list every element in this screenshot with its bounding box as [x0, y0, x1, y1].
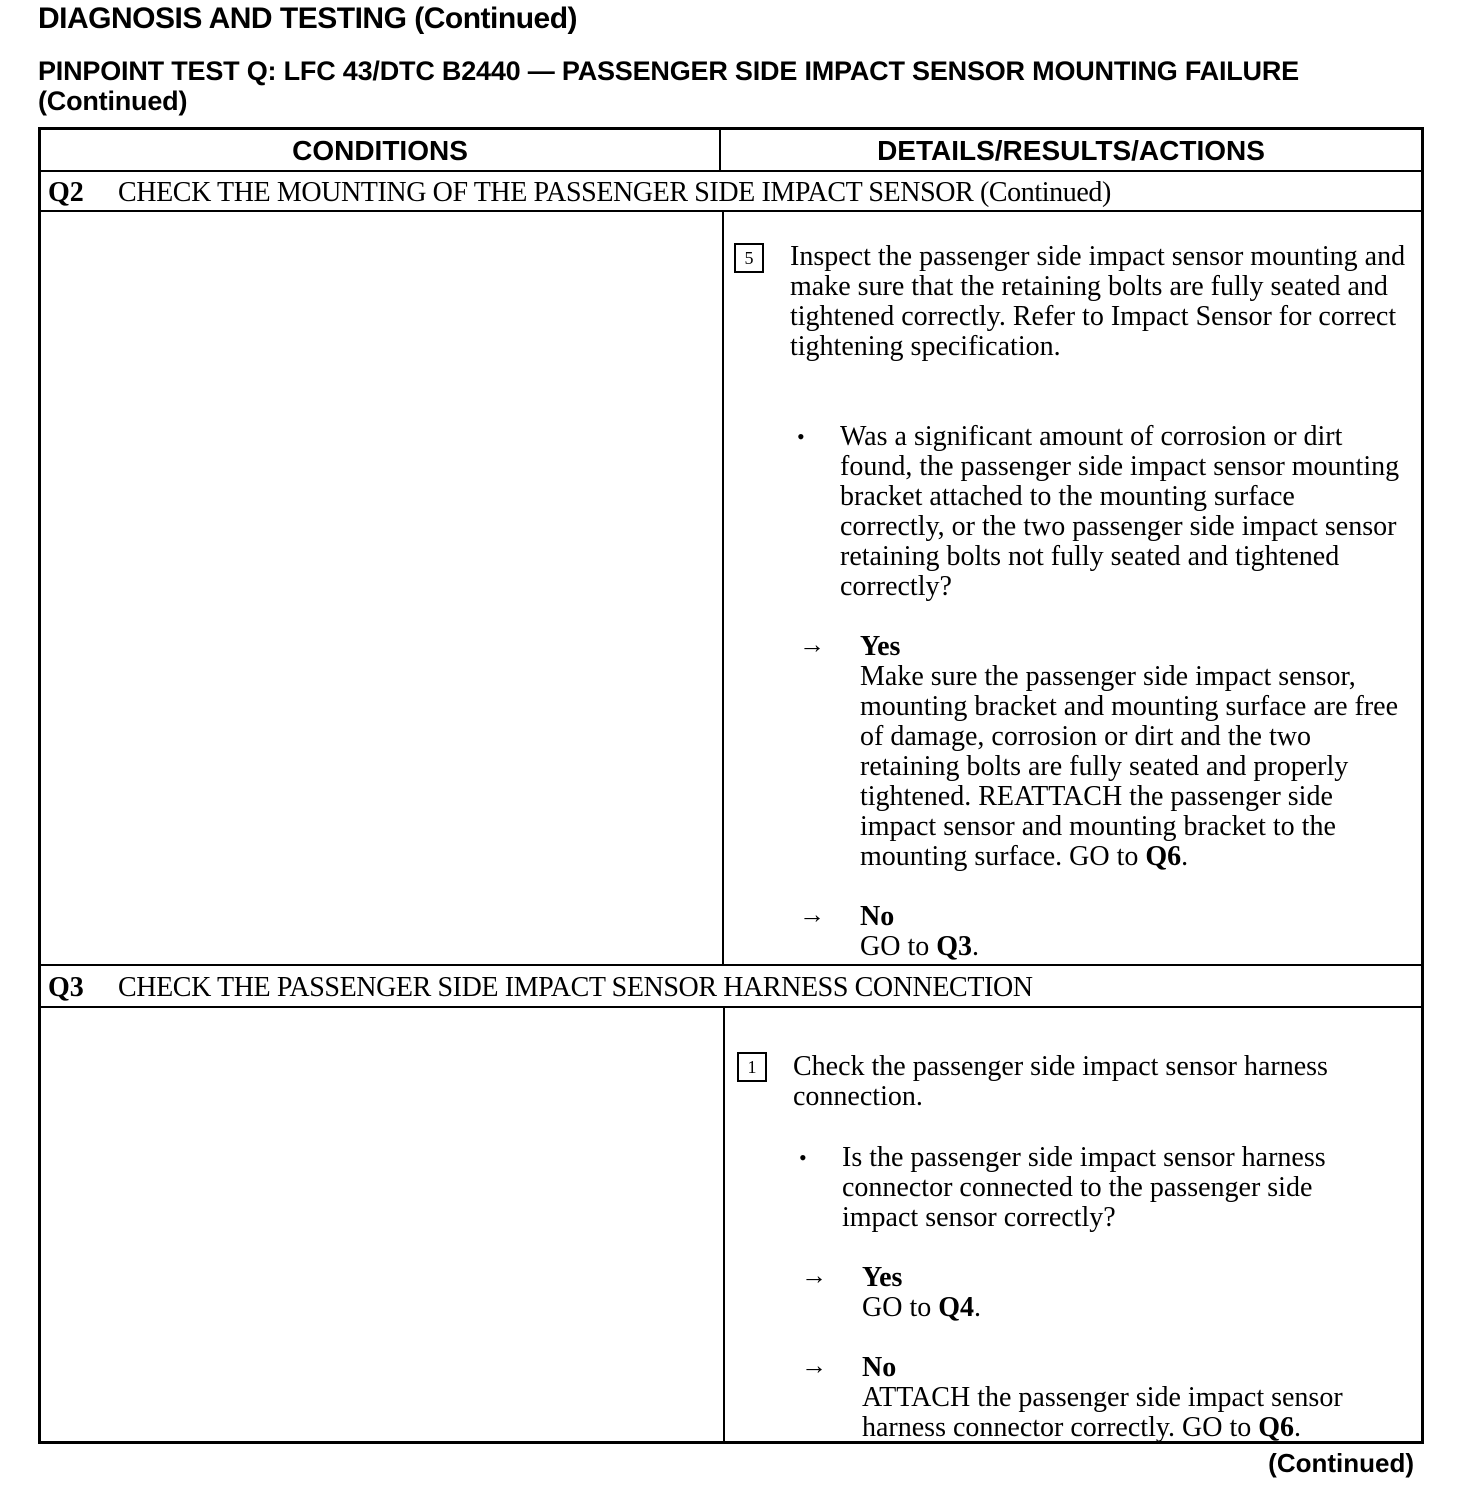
question-text: Is the passenger side impact sensor harness connector connected to the passenger side impact sensor correctly?: [842, 1142, 1326, 1233]
bullet-icon: •: [799, 1145, 807, 1170]
yes-action: GO to Q4.: [862, 1292, 982, 1323]
yes-label: Yes: [860, 631, 901, 662]
q3-row-divider: [41, 964, 1421, 966]
arrow-right-icon: →: [801, 1351, 827, 1380]
question-text: Was a significant amount of corrosion or dirt found, the passenger side impact sensor mounting bracket attached to the mounting surface correctly, or the two passenger side impact sensor retaining bolts not fully seated and tightened correctly?: [840, 421, 1400, 602]
step-number-box: 5: [734, 243, 764, 273]
no-action-ref: Q6: [1258, 1412, 1295, 1443]
yes-action-ref: Q4: [938, 1292, 975, 1323]
instruction-text: Inspect the passenger side impact sensor mounting and make sure that the retaining bolts are fully seated and tightened correctly. Refer to Impact Sensor for correct tightening specification.: [790, 241, 1406, 362]
pinpoint-test-title: PINPOINT TEST Q: LFC 43/DTC B2440 — PASSENGER SIDE IMPACT SENSOR MOUNTING FAILURE (Continued): [38, 56, 1299, 116]
no-action: GO to Q3.: [860, 931, 980, 962]
yes-action: Make sure the passenger side impact sensor, mounting bracket and mounting surface are free of damage, corrosion or dirt and the two retaining bolts are fully seated and properly tightened. REATTACH the passenger side impact sensor and mounting bracket to the mounting surface. GO to Q6.: [860, 661, 1399, 872]
step-title: CHECK THE PASSENGER SIDE IMPACT SENSOR HARNESS CONNECTION: [118, 972, 1033, 1003]
arrow-right-icon: →: [799, 900, 825, 929]
step-row-q2: [41, 172, 1421, 212]
step-number-box: 1: [737, 1052, 767, 1082]
instruction-text: Check the passenger side impact sensor harness connection.: [793, 1051, 1328, 1112]
yes-action-text: GO to: [862, 1292, 932, 1323]
no-action-text: ATTACH the passenger side impact sensor harness connector correctly. GO to: [862, 1382, 1343, 1443]
no-action-ref: Q3: [936, 931, 973, 962]
arrow-right-icon: →: [801, 1261, 827, 1290]
column-header-conditions: CONDITIONS: [292, 135, 468, 166]
no-action: ATTACH the passenger side impact sensor harness connector correctly. GO to Q6.: [862, 1382, 1343, 1443]
yes-action-ref: Q6: [1145, 841, 1182, 872]
no-action-text: GO to: [860, 931, 930, 962]
no-label: No: [860, 901, 895, 932]
page-title: DIAGNOSIS AND TESTING (Continued): [38, 2, 578, 35]
column-divider: [723, 1008, 725, 1444]
yes-action-text: Make sure the passenger side impact sensor, mounting bracket and mounting surface are free of damage, corrosion or dirt and the two retaining bolts are fully seated and properly tightened. REATTACH the passenger side impact sensor and mounting bracket to the mounting surface. GO to: [860, 661, 1399, 872]
yes-label: Yes: [862, 1262, 903, 1293]
step-id: Q2: [48, 177, 84, 208]
continued-footer: (Continued): [1268, 1448, 1414, 1478]
step-id: Q3: [48, 972, 84, 1003]
no-label: No: [862, 1352, 897, 1383]
step-title: CHECK THE MOUNTING OF THE PASSENGER SIDE IMPACT SENSOR (Continued): [118, 177, 1111, 208]
step-row-q3: [41, 967, 1421, 1007]
pinpoint-test-table: [38, 127, 1424, 1444]
bullet-icon: •: [797, 424, 805, 449]
column-header-details: DETAILS/RESULTS/ACTIONS: [877, 135, 1265, 166]
column-divider: [722, 212, 724, 964]
arrow-right-icon: →: [799, 630, 825, 659]
